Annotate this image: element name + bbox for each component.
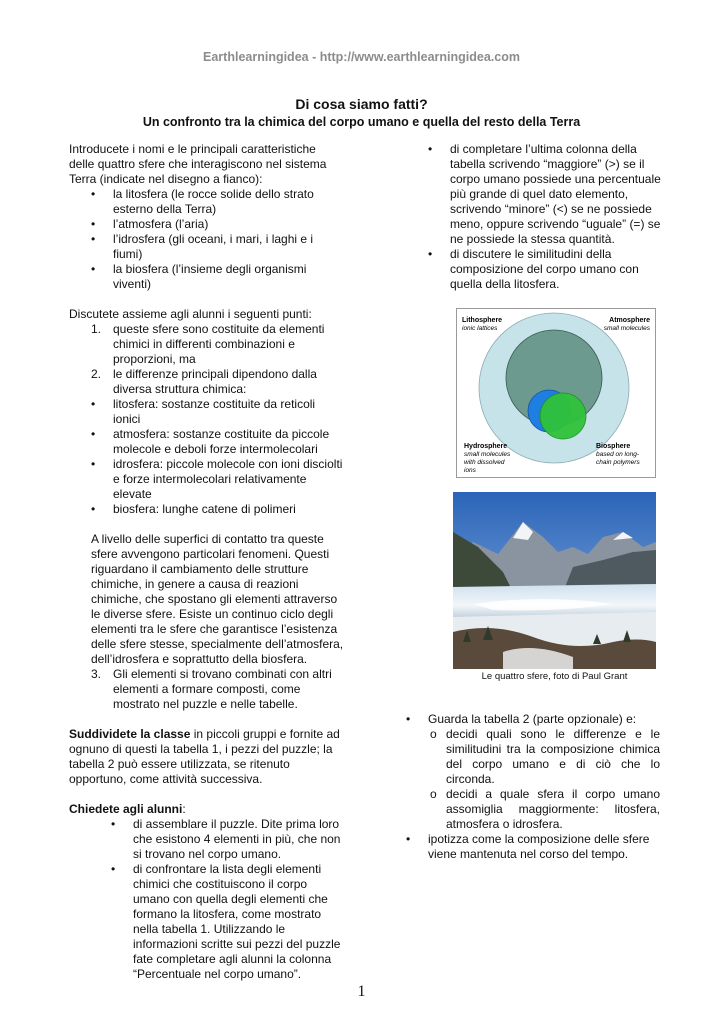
list-item: • di discutere le similitudini della composizione del corpo umano con quella della litosfera. (428, 247, 639, 291)
list-item: • di confrontare la lista degli elementi chimici che costituiscono il corpo umano con quella degli elementi che formano la litosfera, come mostrato nella tabella 1. Utilizzando le informazioni scritte sui pezzi del puzzle fate completare agli alunni la colonna “Percentuale nel corpo umano”. (111, 862, 341, 981)
list-item: • l’atmosfera (l’aria) (91, 217, 209, 231)
left-column (69, 142, 344, 982)
right-list (428, 142, 664, 292)
last-list (406, 832, 660, 862)
right-column-bottom (406, 712, 660, 862)
list-item: • atmosfera: sostanze costituite da piccole molecole e deboli forze intermolecolari (91, 427, 330, 456)
surface-paragraph: A livello delle superfici di contatto tra queste sfere avvengono particolari fenomeni. Questi riguardano il cambiamento delle strutture chimiche, in genere a causa di reazioni chimiche, che spostano gli elementi attraverso le diverse sfere. Esiste un continuo ciclo degli elementi tra le sfere che garantisce l’esistenza delle sfere stesse, specialmente dell’atmosfera, dell’idrosfera e soprattutto della biosfera. (91, 532, 344, 666)
hydrosphere-desc: with dissolved (464, 459, 505, 466)
list-item: o decidi quali sono le differenze e le similitudini tra la composizione chimica del corpo umano e di ciò che lo circonda. (430, 727, 660, 786)
atmosphere-label: Atmosphere (609, 317, 650, 324)
biosphere-desc: chain polymers (596, 459, 640, 466)
spheres-list (91, 187, 344, 292)
hydrosphere-desc: ions (464, 467, 476, 474)
list-item: 1. queste sfere sono costituite da elementi chimici in differenti combinazioni e proporzioni, ma (91, 322, 325, 366)
hydrosphere-desc: small molecules (464, 451, 511, 458)
landscape-photo-svg (453, 492, 656, 669)
table2-list (406, 712, 660, 727)
lithosphere-desc: ionic lattices (462, 325, 498, 332)
photo-caption: Le quattro sfere, foto di Paul Grant (481, 671, 628, 682)
spheres-diagram-svg (456, 308, 656, 478)
discuss-paragraph: Discutete assieme agli alunni i seguenti punti: (69, 307, 312, 321)
list-item: • la biosfera (l’insieme degli organismi viventi) (91, 262, 307, 291)
biosphere-desc: based on long- (596, 451, 640, 458)
biosphere-circle (540, 393, 586, 439)
biosphere-label: Biosphere (596, 443, 631, 450)
list-item: • biosfera: lunghe catene di polimeri (91, 502, 296, 516)
ask-heading: Chiedete agli alunni: (69, 802, 186, 816)
list-item: • di completare l’ultima colonna della tabella scrivendo “maggiore” (>) se il corpo umano possiede una percentuale più grande di quel dato elemento, scrivendo “minore” (<) se ne possiede meno, oppure scrivendo “uguale” (=) se ne possiede la stessa quantità. (428, 142, 661, 246)
list-item: • l’idrosfera (gli oceani, i mari, i laghi e i fiumi) (91, 232, 314, 261)
list-item: • Guarda la tabella 2 (parte opzionale) e: (406, 712, 637, 726)
point-three (91, 667, 344, 712)
list-item: • di assemblare il puzzle. Dite prima loro che esistono 4 elementi in più, che non si trovano nel corpo umano. (111, 817, 341, 861)
spheres-diagram (456, 308, 656, 478)
table2-sublist (430, 727, 660, 832)
discussion-points (91, 322, 344, 397)
list-item: 2. le differenze principali dipendono dalla diversa struttura chimica: (91, 367, 317, 396)
hydrosphere-label: Hydrosphere (464, 443, 508, 450)
right-column (428, 142, 664, 292)
structures-list (91, 397, 344, 517)
page-header: Earthlearningidea - http://www.earthlearningidea.com (203, 50, 520, 64)
list-item: • ipotizza come la composizione delle sfere viene mantenuta nel corso del tempo. (406, 832, 650, 861)
list-item: 3. Gli elementi si trovano combinati con altri elementi a formare composti, come mostrato nel puzzle e nelle tabelle. (91, 667, 332, 711)
list-item: • idrosfera: piccole molecole con ioni disciolti e forze intermolecolari relativamente elevate (91, 457, 343, 501)
lithosphere-label: Lithosphere (462, 317, 503, 324)
page-title: Di cosa siamo fatti? (295, 96, 428, 112)
ask-list (111, 817, 344, 982)
intro-paragraph: Introducete i nomi e le principali caratteristiche delle quattro sfere che interagiscono nel sistema Terra (indicate nel disegno a fianco): (69, 142, 327, 186)
atmosphere-desc: small molecules (603, 325, 650, 332)
page-number: 1 (357, 983, 366, 1000)
list-item: o decidi a quale sfera il corpo umano assomiglia maggiormente: litosfera, atmosfera o idrosfera. (430, 787, 660, 831)
divide-class-paragraph: Suddividete la classe in piccoli gruppi e fornite ad ognuno di questi la tabella 1, i pezzi del puzzle; la tabella 2 può essere utilizzata, se ritenuto opportuno, come attività successiva. (69, 727, 340, 786)
list-item: • litosfera: sostanze costituite da reticoli ionici (91, 397, 316, 426)
page-subtitle: Un confronto tra la chimica del corpo umano e quella del resto della Terra (142, 115, 581, 129)
list-item: • la litosfera (le rocce solide dello strato esterno della Terra) (91, 187, 314, 216)
landscape-photo (453, 492, 656, 669)
